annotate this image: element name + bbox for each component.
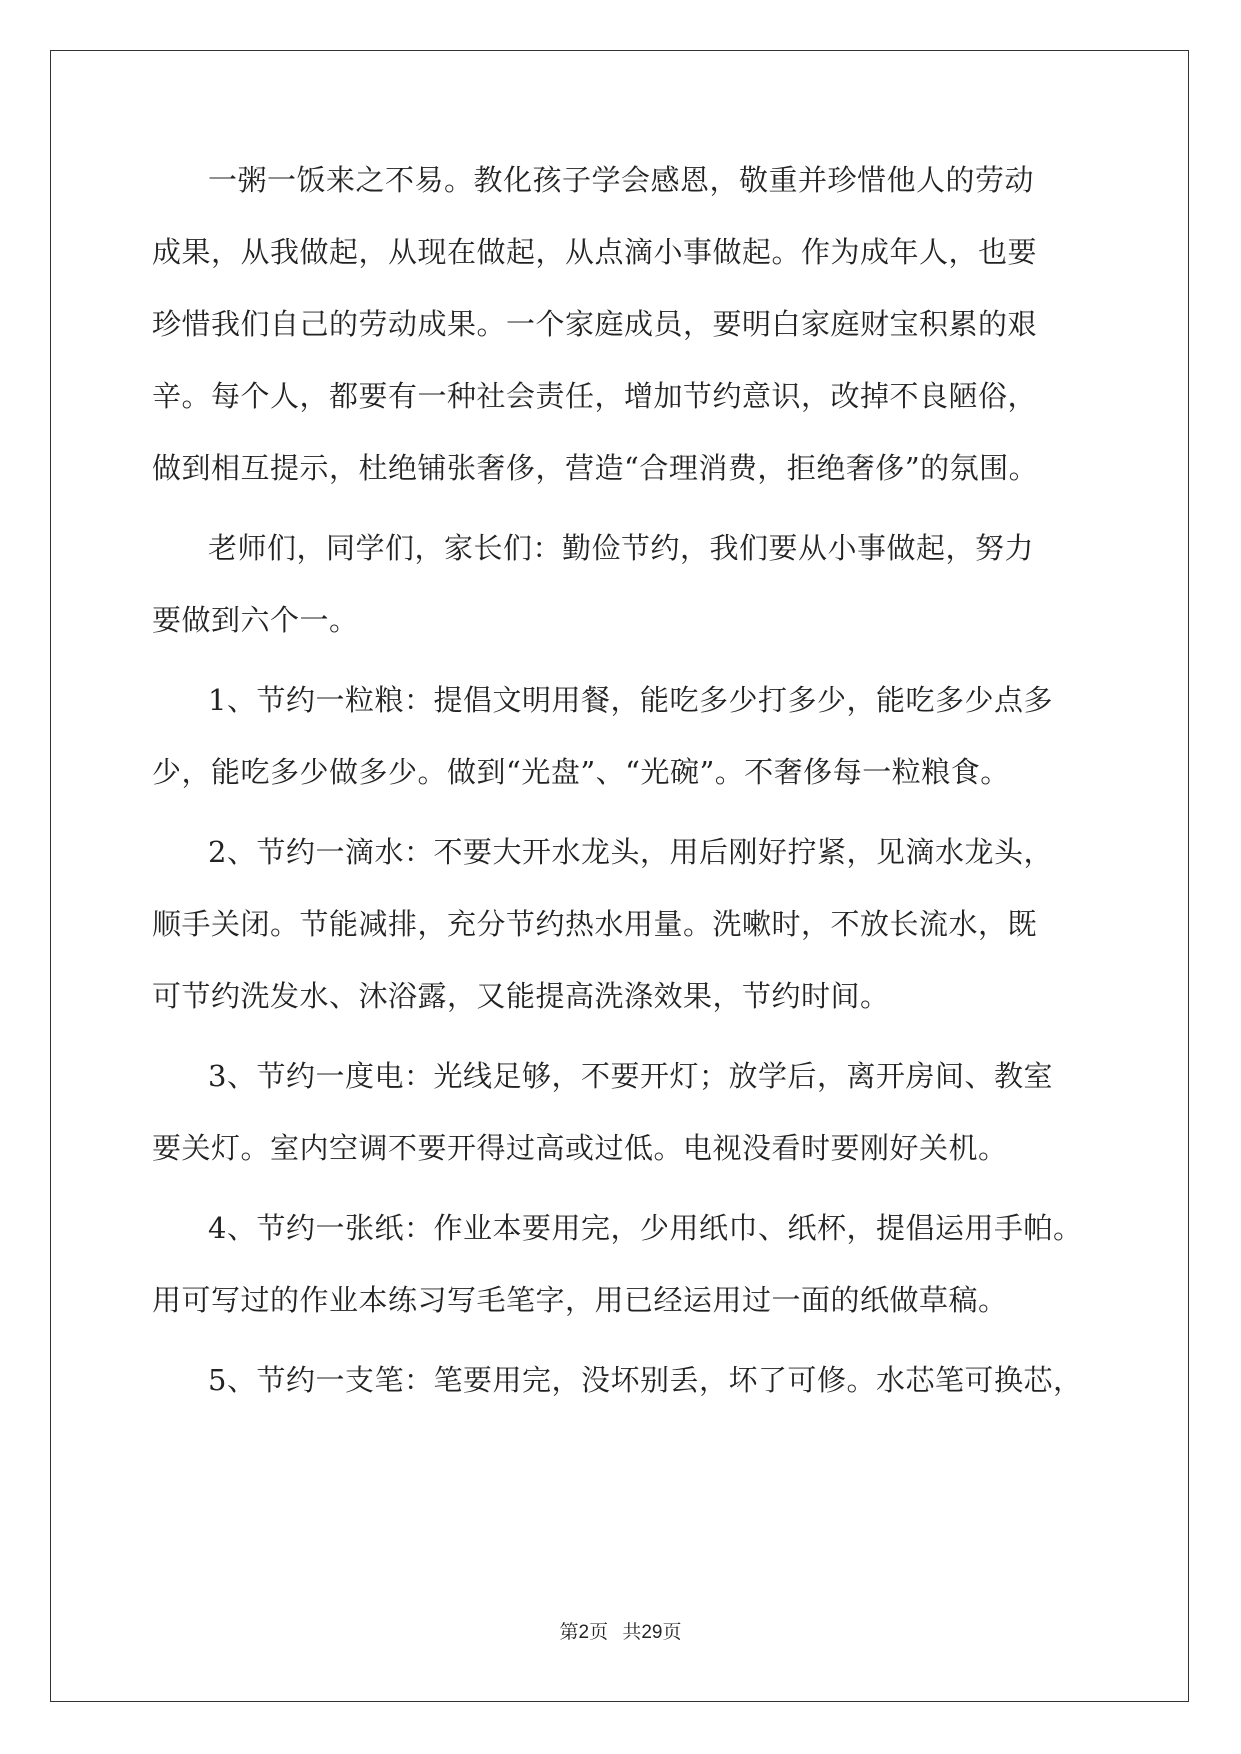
total-suffix: 页 (662, 1622, 682, 1643)
total-pages: 29 (641, 1622, 663, 1643)
text-line-3: 珍惜我们自己的劳动成果。一个家庭成员，要明白家庭财宝积累的艰 (152, 307, 1038, 341)
page-border (50, 50, 1189, 1702)
text-line-16: 用可写过的作业本练习写毛笔字，用已经运用过一面的纸做草稿。 (152, 1283, 1008, 1317)
page-prefix: 第 (559, 1622, 579, 1643)
text-line-13: 3、节约一度电：光线足够，不要开灯；放学后，离开房间、教室 (208, 1059, 1053, 1093)
text-line-9: 少，能吃多少做多少。做到“光盘”、“光碗”。不奢侈每一粒粮食。 (152, 755, 1010, 789)
total-prefix: 共 (622, 1622, 642, 1643)
text-line-5: 做到相互提示，杜绝铺张奢侈，营造“合理消费，拒绝奢侈”的氛围。 (152, 451, 1039, 485)
text-line-6: 老师们，同学们，家长们：勤俭节约，我们要从小事做起，努力 (208, 531, 1035, 565)
text-line-14: 要关灯。室内空调不要开得过高或过低。电视没看时要刚好关机。 (152, 1131, 1008, 1165)
page-number: 2 (578, 1622, 590, 1643)
text-line-7: 要做到六个一。 (152, 603, 359, 637)
text-line-15: 4、节约一张纸：作业本要用完，少用纸巾、纸杯，提倡运用手帕。 (208, 1211, 1083, 1245)
text-line-11: 顺手关闭。节能减排，充分节约热水用量。洗嗽时，不放长流水，既 (152, 907, 1038, 941)
text-line-2: 成果，从我做起，从现在做起，从点滴小事做起。作为成年人，也要 (152, 235, 1038, 269)
text-line-12: 可节约洗发水、沐浴露，又能提高洗涤效果，节约时间。 (152, 979, 890, 1013)
text-line-17: 5、节约一支笔：笔要用完，没坏别丢，坏了可修。水芯笔可换芯， (208, 1363, 1083, 1397)
text-line-10: 2、节约一滴水：不要大开水龙头，用后刚好拧紧，见滴水龙头， (208, 835, 1053, 869)
text-line-8: 1、节约一粒粮：提倡文明用餐，能吃多少打多少，能吃多少点多 (208, 683, 1053, 717)
page-suffix: 页 (589, 1622, 609, 1643)
page-footer (0, 1617, 1241, 1644)
text-line-1: 一粥一饭来之不易。教化孩子学会感恩，敬重并珍惜他人的劳动 (208, 163, 1035, 197)
text-line-4: 辛。每个人，都要有一种社会责任，增加节约意识，改掉不良陋俗， (152, 379, 1038, 413)
